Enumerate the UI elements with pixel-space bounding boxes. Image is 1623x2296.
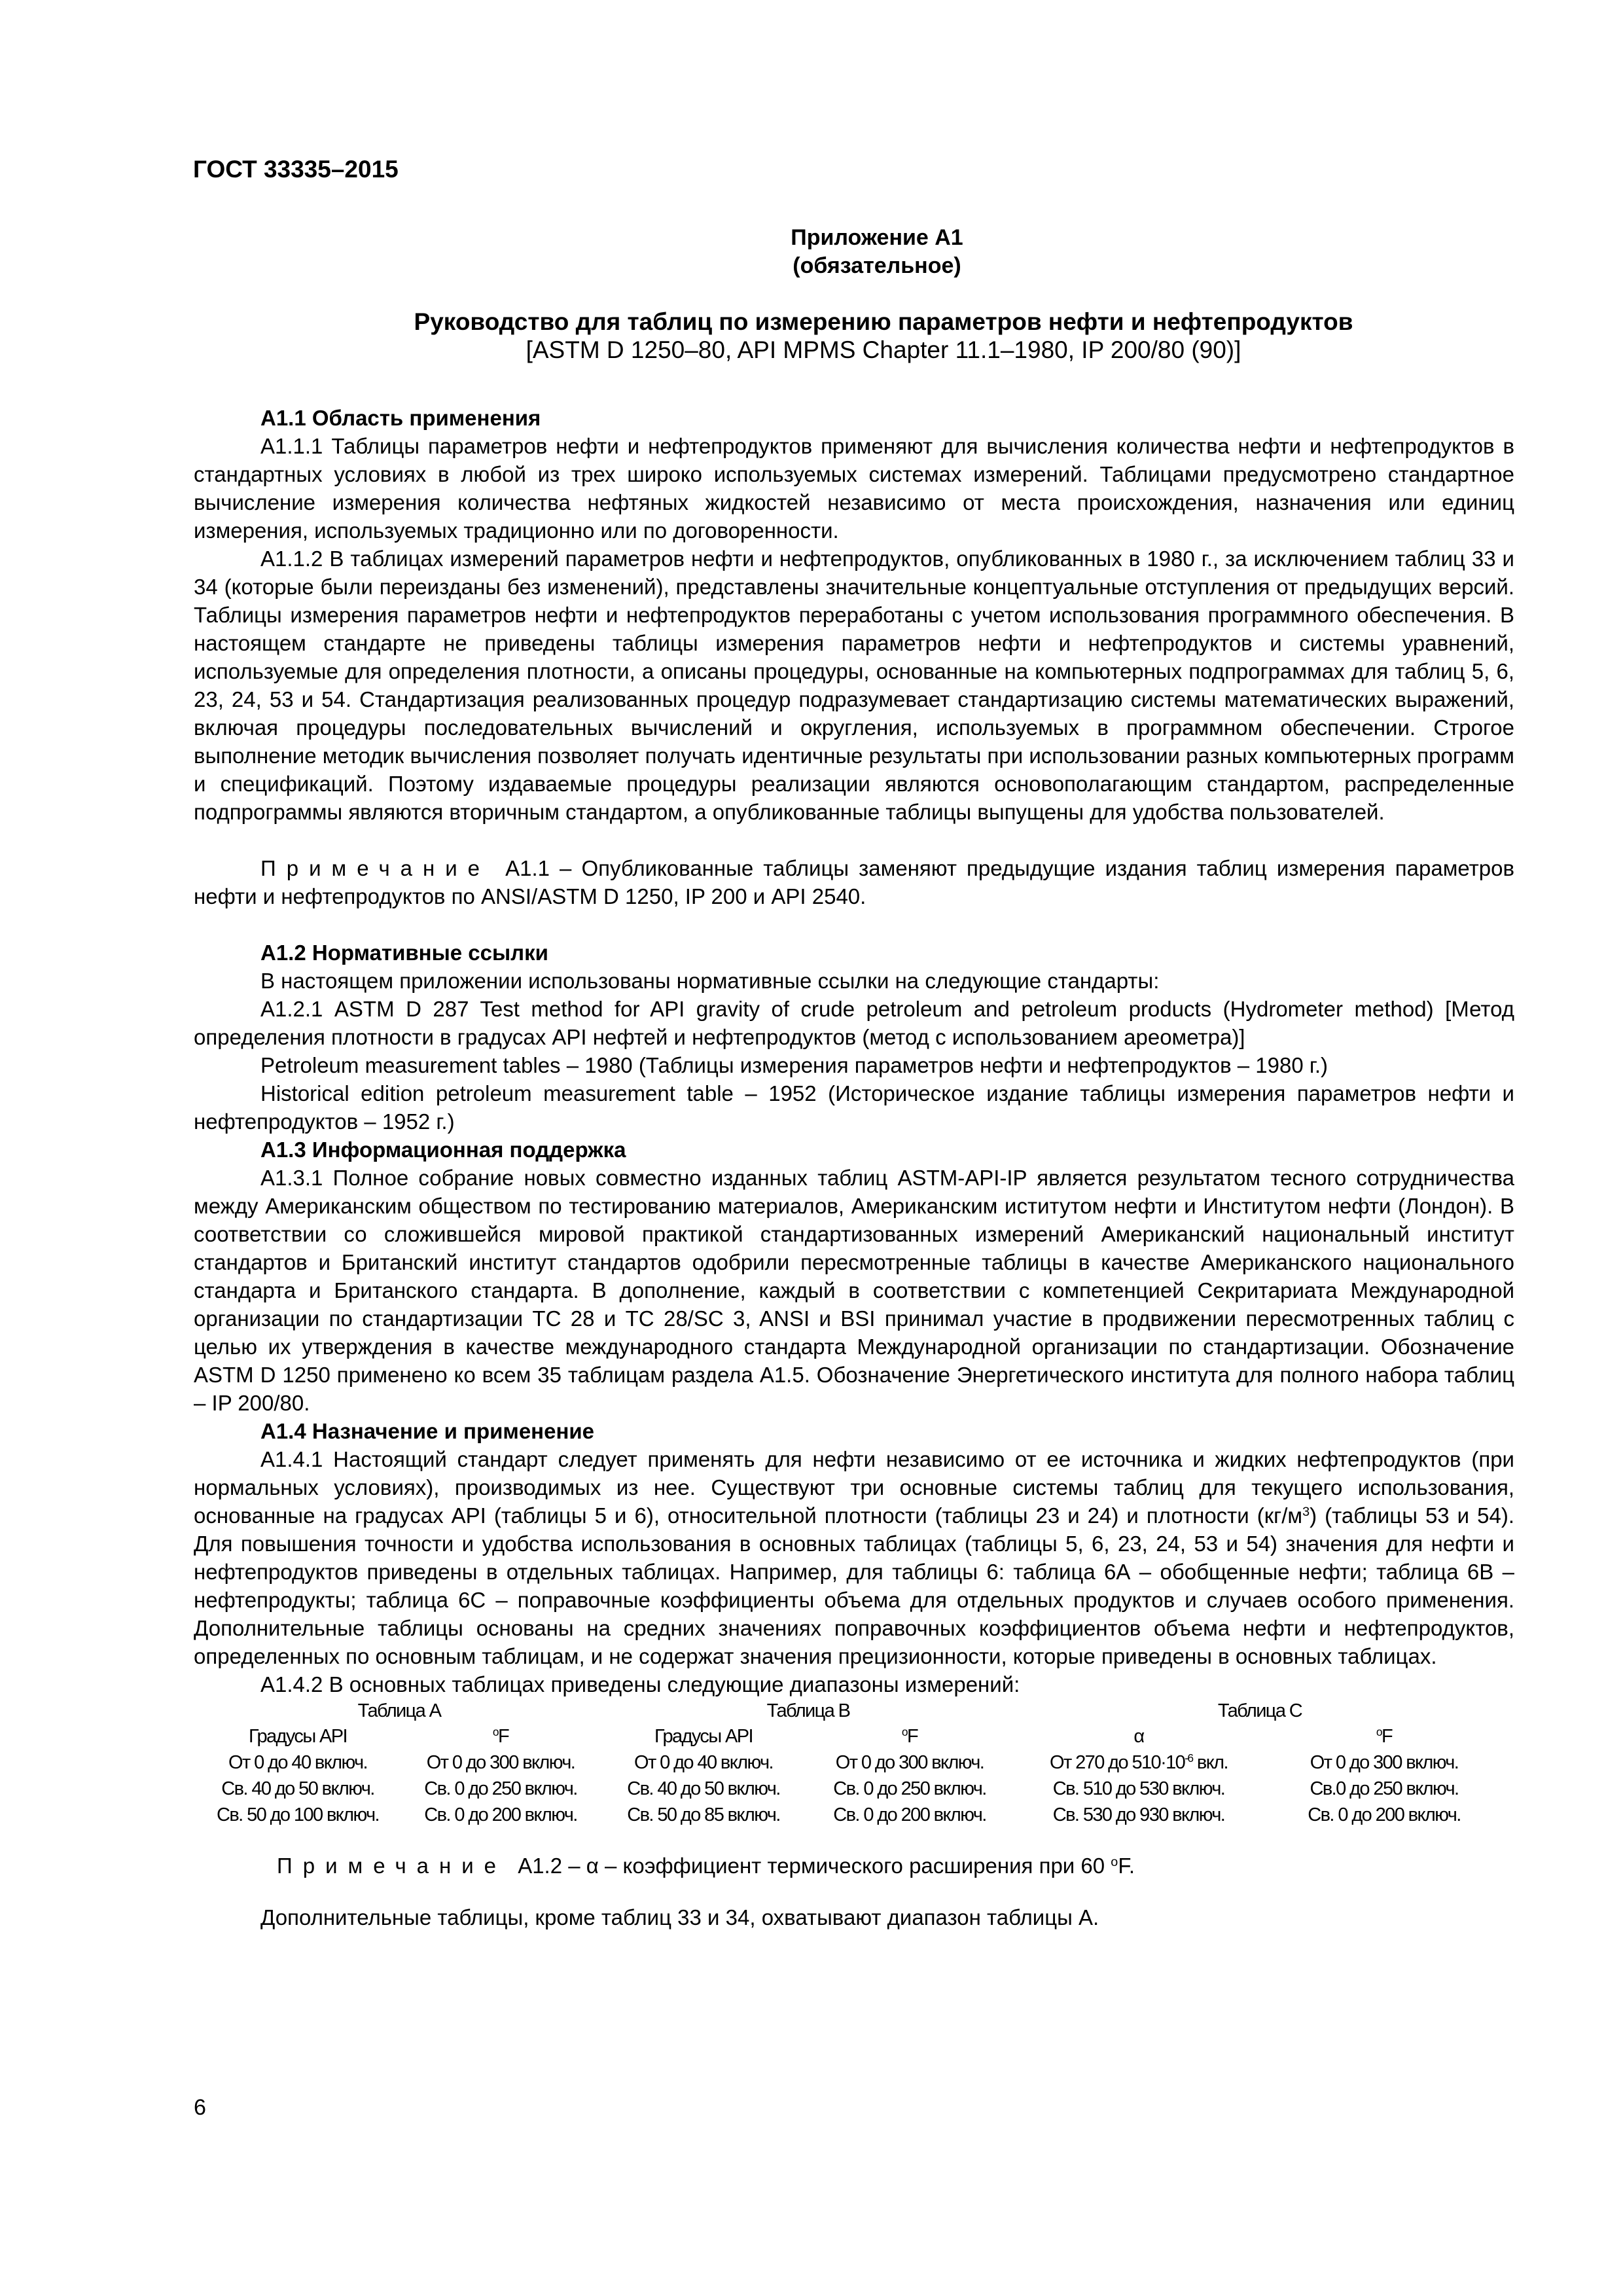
note-label: Примечание (260, 856, 491, 880)
section-heading-references: А1.2 Нормативные ссылки (260, 941, 548, 965)
column-header: $^o$F (1376, 1725, 1393, 1747)
table-cell: Св. 0 до 200 включ. (1308, 1804, 1461, 1825)
table-group-b: Таблица В (766, 1700, 850, 1721)
appendix-label: Приложение А1 (791, 225, 963, 250)
note-a1-2: Примечание А1.2 – α – коэффициент термического расширения при 60 $^o$F. (277, 1854, 1135, 1878)
table-group-header-row (196, 1698, 1505, 1723)
table-row (196, 1776, 1505, 1802)
table-column-header-row (196, 1723, 1505, 1749)
table-group-a: Таблица А (357, 1700, 441, 1721)
paragraph-a1-4-1: А1.4.1 Настоящий стандарт следует применять для нефти независимо от ее источника и жидких нефтепродуктов (при нормальных условиях), производимых из нее. Существуют три основные системы таблиц для текущего использования, основанные на градусах API (таблицы 5 и 6), относительной плотности (таблицы 23 и 24) и плотности $(кг/м^3)$ (таблицы 53 и 54). Для повышения точности и удобства использования в основных таблицах (таблицы 5, 6, 23, 24, 53 и 54) значения для нефти и нефтепродуктов приведены в отдельных таблицах. Например, для таблицы 6: таблица 6А – обобщенные нефти; таблица 6В – нефтепродукты; таблица 6С – поправочные коэффициенты объема для отдельных продуктов и случаев особого применения. Дополнительные таблицы основаны на средних значениях поправочных коэффициентов объема нефти и нефтепродуктов, определенных по основным таблицам, и не содержат значения прецизионности, которые приведены в основных таблицах. (194, 1447, 1515, 1668)
table-cell: Св. 40 до 50 включ. (627, 1778, 780, 1799)
section-heading-purpose: А1.4 Назначение и применение (260, 1419, 595, 1443)
table-cell: От 0 до 300 включ. (1310, 1752, 1459, 1773)
title-standards: [ASTM D 1250–80, API MPMS Chapter 11.1–1980, IP 200/80 (90)] (526, 336, 1241, 363)
measurement-ranges-table (196, 1698, 1505, 1828)
document-body (194, 404, 1514, 1931)
note-text: А1.1 – Опубликованные таблицы заменяют предыдущие издания таблиц измерения параметров нефти и нефтепродуктов по ANSI/ASTM D 1250, IP 200 и API 2540. (194, 856, 1514, 908)
table-row (196, 1802, 1505, 1828)
paragraph-a1-4-2: А1.4.2 В основных таблицах приведены следующие диапазоны измерений: (260, 1672, 1020, 1696)
column-header: Градусы API (249, 1726, 347, 1747)
section-heading-support: А1.3 Информационная поддержка (260, 1138, 626, 1162)
note-text: А1.2 – α – коэффициент термического расширения при 60 (518, 1854, 1105, 1878)
column-header: α (1133, 1726, 1144, 1747)
appendix-heading (654, 224, 1099, 280)
section-heading-scope: А1.1 Область применения (260, 406, 541, 430)
table-cell: От 0 до 300 включ. (835, 1752, 984, 1773)
page-number: 6 (194, 2095, 206, 2120)
column-header: Градусы API (654, 1726, 753, 1747)
table-cell: Св. 0 до 200 включ. (833, 1804, 986, 1825)
paragraph-a1-1-2: А1.1.2 В таблицах измерений параметров нефти и нефтепродуктов, опубликованных в 1980 г., за исключением таблиц 33 и 34 (которые были переизданы без изменений), представлены значительные концептуальные отступления от предыдущих версий. Таблицы измерения параметров нефти и нефтепродуктов переработаны с учетом использования программного обеспечения. В настоящем стандарте не приведены таблицы измерения параметров нефти и нефтепродуктов и системы уравнений, используемые для определения плотности, а описаны процедуры, основанные на компьютерных подпрограммах для таблиц 5, 6, 23, 24, 53 и 54. Стандартизация реализованных процедур подразумевает стандартизацию системы математических выражений, включая процедуры последовательных вычислений и округления, используемых в программном обеспечении. Строгое выполнение методик вычисления позволяет получать идентичные результаты при использовании разных компьютерных программ и спецификаций. Поэтому издаваемые процедуры реализации являются основополагающим стандартом, распределенные подпрограммы являются вторичным стандартом, а опубликованные таблицы выпущены для удобства пользователей. (194, 547, 1514, 824)
paragraph-additional-tables: Дополнительные таблицы, кроме таблиц 33 и 34, охватывают диапазон таблицы А. (260, 1905, 1099, 1929)
table-group-c: Таблица С (1217, 1700, 1302, 1721)
table-cell: Св. 0 до 250 включ. (833, 1778, 986, 1799)
table-cell: Св. 0 до 250 включ. (424, 1778, 577, 1799)
note-a1-1 (194, 854, 1514, 910)
table-cell: Св. 0 до 200 включ. (424, 1804, 577, 1825)
table-cell: От 0 до 300 включ. (426, 1752, 575, 1773)
table-cell: От 0 до 40 включ. (228, 1752, 367, 1773)
table-cell: Св. 530 до 930 включ. (1052, 1804, 1225, 1825)
table-cell: Св. 50 до 85 включ. (627, 1804, 780, 1825)
paragraph-a1-3-1: А1.3.1 Полное собрание новых совместно изданных таблиц ASTM-API-IP является результатом тесного сотрудничества между Американским обществом по тестированию материалов, Американским иститутом нефти и Институтом нефти (Лондон). В соответствии со сложившейся мировой практикой стандартизованных измерений Американский национальный институт стандартов и Британский институт стандартов одобрили пересмотренные таблицы в качестве Американского национального стандарта и Британского стандарта. В дополнение, каждый в соответствии с компетенцией Секритариата Международной организации по стандартизации ТС 28 и ТС 28/SC 3, ANSI и BSI принимал участие в продвижении пересмотренных таблиц с целью их утверждения в качестве международного стандарта Международной организации по стандартизации. Обозначение ASTM D 1250 применено ко всем 35 таблицам раздела А1.5. Обозначение Энергетического института для полного набора таблиц – IP 200/80. (194, 1166, 1514, 1415)
table-row (196, 1749, 1505, 1776)
column-header: $^o$F (901, 1725, 918, 1747)
table-cell: От 0 до 40 включ. (634, 1752, 773, 1773)
reference-astm-d287: А1.2.1 ASTM D 287 Test method for API gravity of crude petroleum and petroleum products (Hydrometer method) [Метод определения плотности в градусах API нефтей и нефтепродуктов (метод с использованием ареометра)] (194, 997, 1514, 1049)
reference-petroleum-tables-1980: Petroleum measurement tables – 1980 (Таблицы измерения параметров нефти и нефтепродуктов – 1980 г.) (260, 1053, 1329, 1077)
column-header: $^o$F (492, 1725, 509, 1747)
appendix-title (190, 308, 1577, 364)
table-cell: Св.0 до 250 включ. (1310, 1778, 1459, 1799)
table-cell: Св. 50 до 100 включ. (217, 1804, 379, 1825)
table-cell: Св. 40 до 50 включ. (221, 1778, 374, 1799)
reference-historical-edition-1952: Historical edition petroleum measurement table – 1952 (Историческое издание таблицы измерения параметров нефти и нефтепродуктов – 1952 г.) (194, 1081, 1514, 1134)
note-label: Примечание (277, 1854, 507, 1878)
paragraph-a1-1-1: А1.1.1 Таблицы параметров нефти и нефтепродуктов применяют для вычисления количества нефти и нефтепродуктов в стандартных условиях в любой из трех широко используемых системах измерений. Таблицами предусмотрено стандартное вычисление измерения количества нефтяных жидкостей независимо от места происхождения, назначения или единиц измерения, используемых традиционно или по договоренности. (194, 434, 1514, 543)
appendix-status: (обязательное) (793, 253, 961, 278)
title-main: Руководство для таблиц по измерению параметров нефти и нефтепродуктов (414, 308, 1353, 335)
document-code-header: ГОСТ 33335–2015 (193, 156, 399, 183)
table-cell: От 270 до $510\cdot 10^{-6}$ вкл. (1050, 1751, 1228, 1773)
paragraph-references-intro: В настоящем приложении использованы нормативные ссылки на следующие стандарты: (260, 969, 1160, 993)
table-cell: Св. 510 до 530 включ. (1052, 1778, 1225, 1799)
